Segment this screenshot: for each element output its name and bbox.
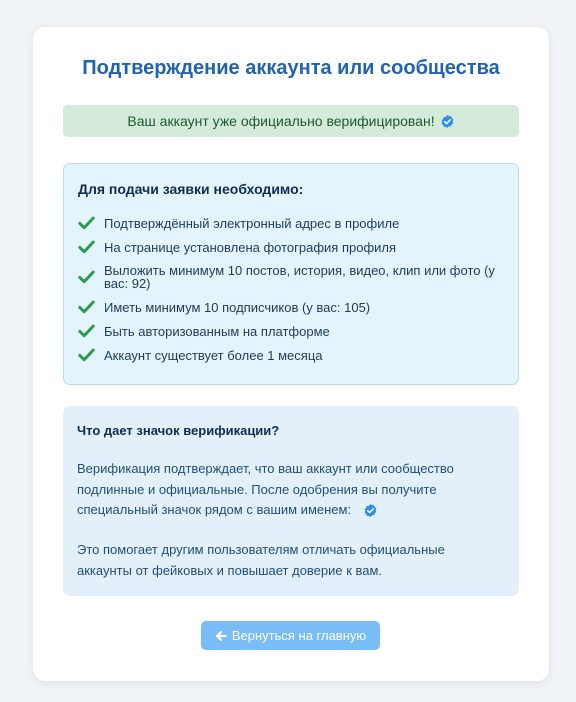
- verified-badge-icon: [363, 503, 378, 518]
- requirement-label: На странице установлена фотография профиля: [104, 239, 397, 255]
- verified-alert: [63, 105, 519, 137]
- requirement-item-photo: [78, 236, 508, 258]
- requirements-title: Для подачи заявки необходимо:: [78, 181, 304, 197]
- verified-alert-text: Ваш аккаунт уже официально верифицирован!: [127, 113, 435, 129]
- requirement-item-email: [78, 212, 508, 234]
- requirement-label: Быть авторизованным на платформе: [104, 323, 330, 339]
- requirement-item-posts: [78, 260, 508, 294]
- verified-badge-icon: [440, 114, 455, 129]
- check-icon: [78, 300, 95, 314]
- check-icon: [78, 240, 95, 254]
- info-paragraph-2: Это помогает другим пользователям отличать официальные аккаунты от фейковых и повышает доверие к вам.: [77, 542, 445, 578]
- requirements-box: [63, 163, 519, 385]
- check-icon: [78, 216, 95, 230]
- requirement-label: Подтверждённый электронный адрес в профиле: [104, 215, 400, 231]
- verification-card: [33, 27, 549, 681]
- page-title: Подтверждение аккаунта или сообщества: [82, 57, 500, 79]
- requirement-item-authorized: [78, 320, 508, 342]
- requirement-label: Выложить минимум 10 постов, история, видео, клип или фото (у вас: 92): [104, 263, 495, 291]
- info-paragraph-1: [77, 459, 497, 521]
- requirement-label: Аккаунт существует более 1 месяца: [104, 347, 323, 363]
- info-title: Что дает значок верификации?: [77, 423, 280, 438]
- arrow-left-icon: [215, 630, 227, 642]
- back-to-home-button[interactable]: [201, 621, 380, 650]
- info-paragraph-1-text: Верификация подтверждает, что ваш аккаунт или сообщество подлинные и официальные. После одобрения вы получите специальный значок рядом с вашим именем:: [77, 461, 454, 517]
- requirement-item-age: [78, 344, 508, 366]
- check-icon: [78, 324, 95, 338]
- check-icon: [78, 270, 95, 284]
- requirement-label: Иметь минимум 10 подписчиков (у вас: 105): [104, 299, 371, 315]
- check-icon: [78, 348, 95, 362]
- back-button-label: Вернуться на главную: [231, 628, 367, 643]
- requirement-item-followers: [78, 296, 508, 318]
- requirements-list: [78, 212, 508, 366]
- info-box: [63, 406, 519, 596]
